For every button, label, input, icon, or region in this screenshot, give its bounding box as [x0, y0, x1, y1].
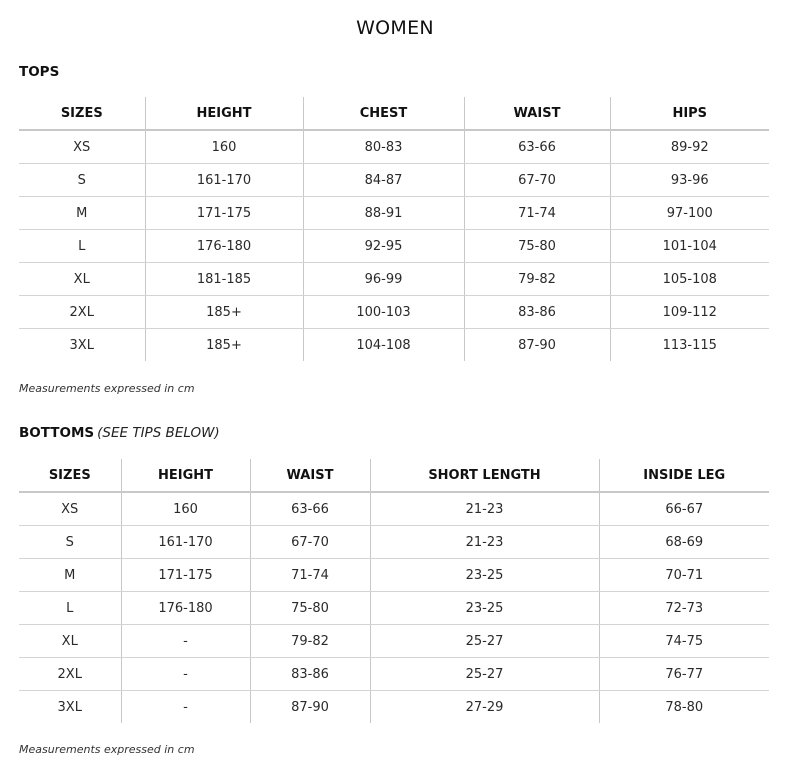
table-row: [19, 592, 769, 625]
table-row: [19, 130, 769, 164]
table-cell: 72-73: [599, 592, 769, 625]
table-row: [19, 559, 769, 592]
table-cell: 93-96: [610, 164, 769, 197]
table-cell: 76-77: [599, 658, 769, 691]
table-cell: M: [19, 559, 121, 592]
table-cell: 79-82: [464, 263, 610, 296]
column-header-hips: HIPS: [610, 97, 769, 130]
table-cell: 79-82: [250, 625, 370, 658]
bottoms-size-table: [19, 459, 769, 723]
table-cell: 74-75: [599, 625, 769, 658]
column-header-short-length: SHORT LENGTH: [370, 459, 599, 492]
bottoms-footnote: Measurements expressed in cm: [19, 743, 195, 756]
table-cell: XL: [19, 625, 121, 658]
table-cell: 71-74: [250, 559, 370, 592]
bottoms-heading: [19, 425, 220, 441]
table-cell: -: [121, 658, 250, 691]
table-cell: L: [19, 230, 145, 263]
table-cell: 101-104: [610, 230, 769, 263]
table-cell: S: [19, 526, 121, 559]
tops-size-table: [19, 97, 769, 361]
table-row: [19, 164, 769, 197]
table-cell: 87-90: [464, 329, 610, 362]
table-row: [19, 197, 769, 230]
table-cell: 68-69: [599, 526, 769, 559]
table-cell: 113-115: [610, 329, 769, 362]
table-cell: -: [121, 691, 250, 724]
column-header-waist: WAIST: [464, 97, 610, 130]
bottoms-heading-note: (SEE TIPS BELOW): [97, 425, 220, 441]
table-cell: XL: [19, 263, 145, 296]
tops-heading-label: TOPS: [19, 64, 60, 80]
table-cell: 66-67: [599, 492, 769, 526]
tops-footnote: Measurements expressed in cm: [19, 382, 195, 395]
column-header-inside-leg: INSIDE LEG: [599, 459, 769, 492]
bottoms-heading-label: BOTTOMS: [19, 425, 95, 441]
table-cell: 75-80: [464, 230, 610, 263]
table-cell: 181-185: [145, 263, 303, 296]
column-header-sizes: SIZES: [19, 459, 121, 492]
table-cell: 92-95: [303, 230, 464, 263]
table-cell: 96-99: [303, 263, 464, 296]
table-cell: 176-180: [145, 230, 303, 263]
table-cell: 3XL: [69, 337, 94, 353]
table-cell: 89-92: [610, 130, 769, 164]
table-cell: 100-103: [303, 296, 464, 329]
table-cell: 161-170: [145, 164, 303, 197]
table-cell: 185+: [145, 296, 303, 329]
table-cell: L: [19, 592, 121, 625]
table-cell: 23-25: [370, 592, 599, 625]
table-header-row: [19, 97, 769, 130]
table-row: [19, 263, 769, 296]
table-cell: 97-100: [610, 197, 769, 230]
table-cell: 71-74: [464, 197, 610, 230]
table-cell: XS: [19, 492, 121, 526]
table-cell: 87-90: [250, 691, 370, 724]
column-header-chest: CHEST: [303, 97, 464, 130]
table-cell: 104-108: [303, 329, 464, 362]
table-cell: 80-83: [303, 130, 464, 164]
table-cell: 3XL: [57, 699, 82, 715]
table-cell: 25-27: [370, 658, 599, 691]
table-cell: 83-86: [464, 296, 610, 329]
table-cell: 171-175: [145, 197, 303, 230]
table-cell: 88-91: [303, 197, 464, 230]
table-cell: XS: [19, 130, 145, 164]
table-cell: 160: [145, 130, 303, 164]
table-cell: 67-70: [464, 164, 610, 197]
table-cell: 75-80: [250, 592, 370, 625]
table-row: [19, 691, 769, 724]
table-row: [19, 492, 769, 526]
table-cell: 25-27: [370, 625, 599, 658]
column-header-height: HEIGHT: [121, 459, 250, 492]
page-title: WOMEN: [356, 17, 434, 39]
table-cell: 185+: [145, 329, 303, 362]
table-cell: 160: [121, 492, 250, 526]
table-row: [19, 230, 769, 263]
table-cell: 67-70: [250, 526, 370, 559]
table-cell: 84-87: [303, 164, 464, 197]
tops-heading: [19, 64, 59, 80]
table-cell: 63-66: [464, 130, 610, 164]
table-cell: 2XL: [19, 658, 121, 691]
table-cell: 83-86: [250, 658, 370, 691]
table-row: [19, 526, 769, 559]
table-cell: 70-71: [599, 559, 769, 592]
table-cell: 23-25: [370, 559, 599, 592]
table-cell: -: [121, 625, 250, 658]
table-row: [19, 625, 769, 658]
column-header-waist: WAIST: [250, 459, 370, 492]
table-cell: M: [19, 197, 145, 230]
table-cell: 105-108: [610, 263, 769, 296]
table-cell: 176-180: [121, 592, 250, 625]
table-cell: 21-23: [370, 492, 599, 526]
table-cell: 2XL: [19, 296, 145, 329]
table-cell: 63-66: [250, 492, 370, 526]
column-header-sizes: SIZES: [19, 97, 145, 130]
table-cell: 171-175: [121, 559, 250, 592]
table-cell: S: [19, 164, 145, 197]
table-cell: 27-29: [370, 691, 599, 724]
table-cell: 78-80: [599, 691, 769, 724]
table-cell: 161-170: [121, 526, 250, 559]
table-row: [19, 658, 769, 691]
table-header-row: [19, 459, 769, 492]
table-cell: 109-112: [610, 296, 769, 329]
table-cell: 21-23: [370, 526, 599, 559]
column-header-height: HEIGHT: [145, 97, 303, 130]
table-row: [19, 296, 769, 329]
table-row: [19, 329, 769, 362]
